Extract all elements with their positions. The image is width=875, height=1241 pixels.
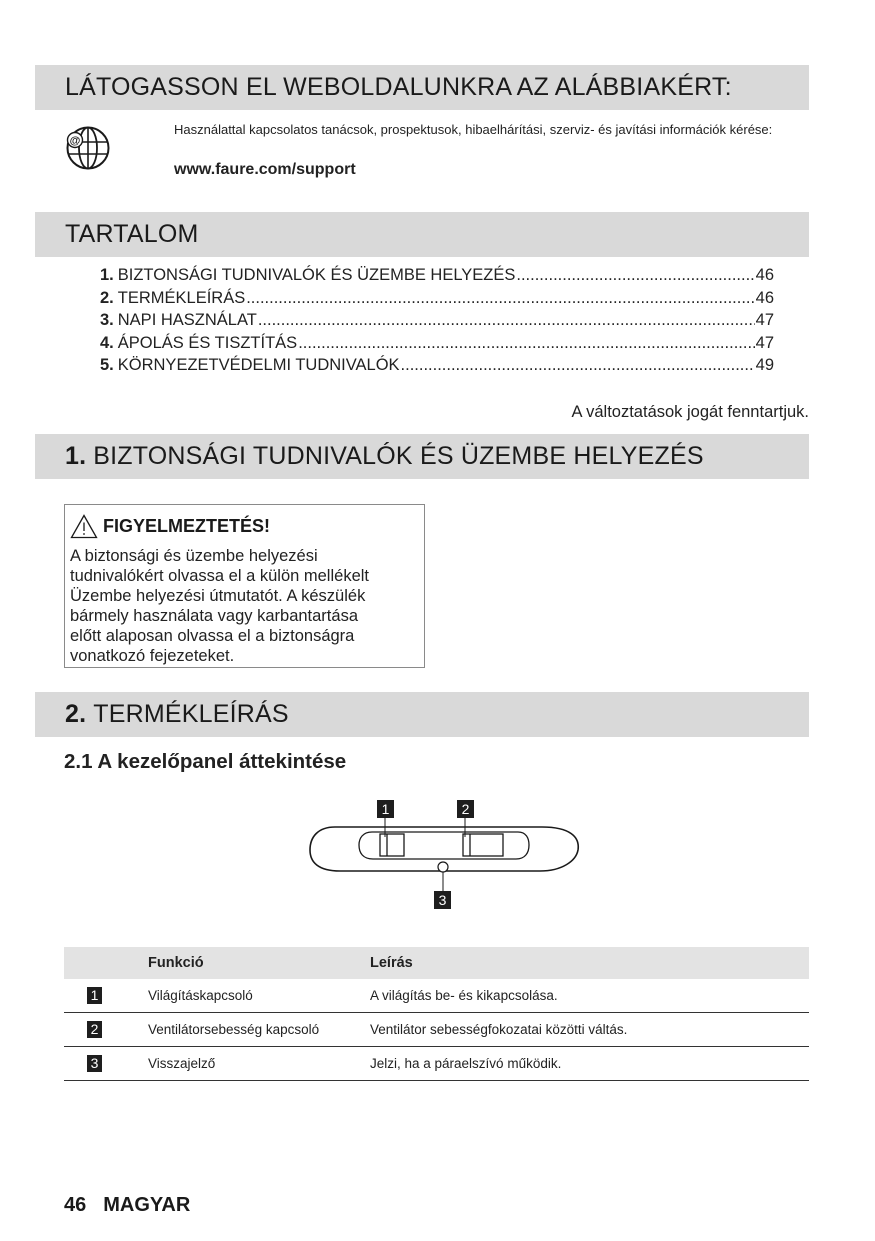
toc-item[interactable] — [100, 356, 774, 379]
globe-at-icon — [62, 122, 112, 172]
support-url-link[interactable]: www.faure.com/support — [174, 161, 356, 178]
visit-website-heading — [35, 65, 809, 110]
warning-line: Üzembe helyezési útmutatót. A készülék — [70, 587, 366, 605]
function-table — [64, 947, 809, 1081]
toc-item-number: 5. — [100, 356, 114, 374]
warning-box — [64, 504, 425, 668]
warning-title-row — [70, 511, 419, 541]
toc-item-number: 4. — [100, 333, 114, 352]
toc-heading-text: TARTALOM — [65, 220, 199, 248]
toc-item[interactable] — [100, 289, 774, 312]
toc-item-label: KÖRNYEZETVÉDELMI TUDNIVALÓK — [117, 356, 400, 374]
svg-text:2: 2 — [461, 801, 470, 817]
warning-line: előtt alaposan olvassa el a biztonságra — [70, 627, 355, 645]
control-panel-subheading: 2.1 A kezelőpanel áttekintése — [64, 750, 347, 773]
row-description: Ventilátor sebességfokozatai közötti váltás. — [370, 1013, 809, 1047]
toc-leader-dots — [258, 311, 755, 330]
toc-item-label: NAPI HASZNÁLAT — [117, 311, 257, 329]
row-function: Világításkapcsoló — [148, 979, 370, 1013]
row-description: A világítás be- és kikapcsolása. — [370, 979, 809, 1013]
footer-language: MAGYAR — [103, 1194, 191, 1216]
section-1-number: 1. — [65, 442, 87, 470]
toc-item-page: 47 — [755, 333, 774, 352]
warning-line: A biztonsági és üzembe helyezési — [70, 547, 318, 565]
toc-item-page: 47 — [755, 311, 774, 329]
warning-triangle-icon — [70, 514, 98, 539]
table-row — [64, 979, 809, 1013]
row-number-badge: 1 — [87, 987, 102, 1004]
toc-leader-dots — [401, 356, 755, 375]
section-1-heading — [35, 434, 809, 479]
table-of-contents — [100, 266, 774, 379]
row-description: Jelzi, ha a páraelszívó működik. — [370, 1047, 809, 1081]
indicator-light — [438, 862, 448, 872]
support-description: Használattal kapcsolatos tanácsok, prospektusok, hibaelhárítási, szerviz- és javítási információk kérése: — [174, 122, 773, 137]
table-row — [64, 1013, 809, 1047]
light-switch — [380, 834, 404, 856]
header-number — [64, 947, 148, 979]
diagram-label-2 — [457, 800, 474, 818]
warning-line: vonatkozó fejezeteket. — [70, 647, 235, 665]
toc-item[interactable] — [100, 266, 774, 289]
toc-leader-dots — [246, 289, 754, 308]
control-panel-diagram — [300, 797, 590, 914]
toc-heading — [35, 212, 809, 257]
warning-text — [70, 546, 419, 666]
toc-item-label: ÁPOLÁS ÉS TISZTÍTÁS — [117, 333, 298, 352]
table-header-row — [64, 947, 809, 979]
toc-item-page: 49 — [755, 356, 774, 374]
toc-item-number: 1. — [100, 266, 114, 284]
toc-item-number: 2. — [100, 288, 114, 307]
svg-text:@: @ — [69, 135, 81, 147]
page-footer — [64, 1194, 190, 1217]
toc-leader-dots — [516, 266, 754, 285]
warning-line: bármely használata vagy karbantartása — [70, 607, 358, 625]
toc-item-page: 46 — [755, 288, 774, 307]
section-2-number: 2. — [65, 700, 87, 728]
page-number: 46 — [64, 1194, 87, 1216]
section-2-title: TERMÉKLEÍRÁS — [93, 700, 289, 728]
header-function: Funkció — [148, 947, 370, 979]
warning-title: FIGYELMEZTETÉS! — [103, 515, 271, 536]
fan-speed-switch — [463, 834, 503, 856]
diagram-label-1 — [377, 800, 394, 818]
visit-heading-text: LÁTOGASSON EL WEBOLDALUNKRA AZ ALÁBBIAKÉRT: — [65, 73, 732, 101]
toc-item-number: 3. — [100, 311, 114, 329]
header-description: Leírás — [370, 947, 809, 979]
section-1-title: BIZTONSÁGI TUDNIVALÓK ÉS ÜZEMBE HELYEZÉS — [93, 442, 704, 470]
rights-reserved-note: A változtatások jogát fenntartjuk. — [571, 403, 809, 421]
svg-text:1: 1 — [381, 801, 390, 817]
warning-line: tudnivalókért olvassa el a külön mellékelt — [70, 567, 369, 585]
row-function: Visszajelző — [148, 1047, 370, 1081]
svg-text:3: 3 — [438, 892, 447, 908]
row-number-badge: 2 — [87, 1021, 102, 1038]
diagram-label-3 — [434, 891, 451, 909]
toc-item-page: 46 — [755, 266, 774, 284]
section-2-heading — [35, 692, 809, 737]
toc-item-label: BIZTONSÁGI TUDNIVALÓK ÉS ÜZEMBE HELYEZÉS — [117, 266, 516, 284]
toc-item-label: TERMÉKLEÍRÁS — [117, 288, 246, 307]
toc-item[interactable] — [100, 311, 774, 334]
row-function: Ventilátorsebesség kapcsoló — [148, 1013, 370, 1047]
row-number-badge: 3 — [87, 1055, 102, 1072]
toc-leader-dots — [298, 334, 754, 353]
table-row — [64, 1047, 809, 1081]
toc-item[interactable] — [100, 334, 774, 357]
